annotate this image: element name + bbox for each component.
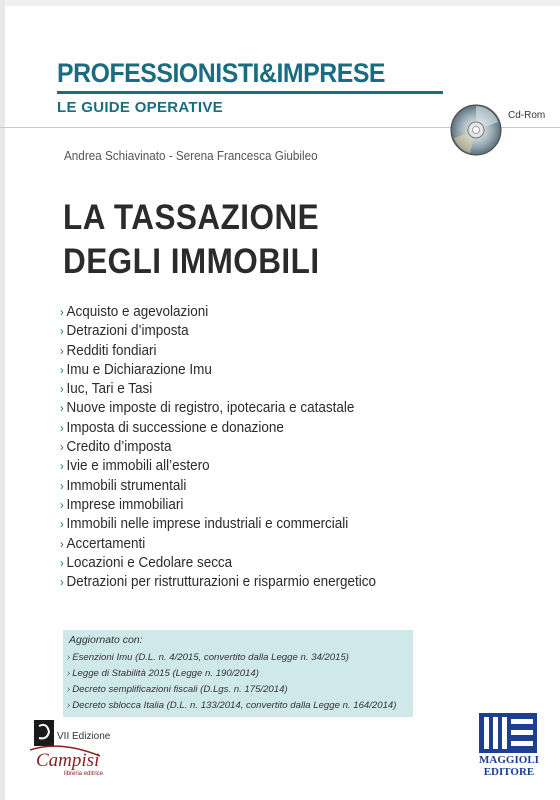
chevron-right-icon: ›	[60, 420, 64, 435]
cover-top-edge	[0, 0, 560, 6]
chevron-right-icon: ›	[67, 684, 71, 695]
chevron-right-icon: ›	[67, 668, 71, 679]
topic-label: Imu e Dichiarazione Imu	[66, 361, 212, 378]
publisher-name	[473, 754, 545, 778]
topic-label: Nuove imposte di registro, ipotecaria e catastale	[66, 400, 355, 417]
edition-label: VII Edizione	[57, 731, 111, 742]
publisher-line-1: MAGGIOLI	[479, 754, 539, 766]
topic-item	[60, 573, 376, 592]
topic-item	[60, 457, 376, 476]
update-item	[67, 666, 396, 682]
campisi-logo	[30, 716, 130, 778]
topic-item	[60, 496, 376, 515]
topic-label: Redditi fondiari	[66, 342, 157, 359]
topic-label: Immobili strumentali	[66, 477, 187, 494]
chevron-right-icon: ›	[60, 324, 64, 339]
book-title	[63, 196, 320, 284]
chevron-right-icon: ›	[60, 382, 64, 397]
cd-icon	[450, 104, 502, 156]
topic-label: Acquisto e agevolazioni	[66, 304, 209, 320]
chevron-right-icon: ›	[60, 362, 64, 377]
topic-item	[60, 477, 376, 496]
update-heading: Aggiornato con:	[69, 634, 143, 646]
chevron-right-icon: ›	[60, 478, 64, 493]
update-box	[63, 630, 413, 717]
series-title: PROFESSIONISTI&IMPRESE	[57, 58, 386, 88]
topic-item	[60, 535, 376, 554]
book-title-line-2: DEGLI IMMOBILI	[63, 242, 320, 281]
topic-label: Detrazioni per ristrutturazioni e risparmio energetico	[66, 574, 377, 591]
update-list	[67, 650, 396, 714]
topic-label: Locazioni e Cedolare secca	[66, 554, 233, 571]
publisher-line-2: EDITORE	[483, 766, 535, 778]
book-title-line-1: LA TASSAZIONE	[63, 198, 320, 237]
chevron-right-icon: ›	[67, 700, 71, 711]
series-rule	[57, 91, 443, 94]
topic-label: Iuc, Tari e Tasi	[66, 381, 153, 398]
chevron-right-icon: ›	[60, 575, 64, 590]
cd-rom-label: Cd-Rom	[508, 110, 546, 121]
chevron-right-icon: ›	[60, 555, 64, 570]
chevron-right-icon: ›	[60, 343, 64, 358]
topic-item	[60, 438, 376, 457]
chevron-right-icon: ›	[60, 459, 64, 474]
topic-label: Credito d’imposta	[66, 439, 172, 456]
topic-label: Detrazioni d’imposta	[66, 323, 189, 340]
update-label: Decreto sblocca Italia (D.L. n. 133/2014, convertito dalla Legge n. 164/2014)	[72, 700, 397, 711]
campisi-name: Campisi	[36, 750, 100, 771]
update-label: Esenzioni Imu (D.L. n. 4/2015, convertito dalla Legge n. 34/2015)	[72, 652, 349, 663]
topic-item	[60, 399, 376, 418]
authors: Andrea Schiavinato - Serena Francesca Giubileo	[64, 148, 318, 163]
topic-item	[60, 419, 376, 438]
topic-item	[60, 515, 376, 534]
topics-list	[60, 303, 400, 592]
topic-item	[60, 554, 376, 573]
topic-label: Immobili nelle imprese industriali e commerciali	[66, 516, 349, 533]
chevron-right-icon: ›	[60, 536, 64, 551]
update-label: Decreto semplificazioni fiscali (D.Lgs. n. 175/2014)	[72, 684, 288, 695]
topic-item	[60, 322, 376, 341]
campisi-tagline: libreria editrice	[64, 771, 104, 777]
topic-item	[60, 342, 376, 361]
topic-item	[60, 361, 376, 380]
chevron-right-icon: ›	[60, 305, 64, 319]
chevron-right-icon: ›	[60, 440, 64, 455]
update-item	[67, 682, 396, 698]
update-label: Legge di Stabilità 2015 (Legge n. 190/2014)	[72, 668, 259, 679]
topic-label: Imprese immobiliari	[66, 496, 184, 513]
chevron-right-icon: ›	[67, 652, 71, 663]
chevron-right-icon: ›	[60, 517, 64, 532]
series-subtitle: LE GUIDE OPERATIVE	[57, 99, 223, 116]
update-item	[67, 650, 396, 666]
topic-item	[60, 380, 376, 399]
topic-label: Accertamenti	[66, 535, 146, 552]
cover-left-edge	[0, 0, 5, 800]
topic-label: Imposta di successione e donazione	[66, 419, 284, 436]
topic-item	[60, 303, 376, 322]
topic-label: Ivie e immobili all’estero	[66, 458, 210, 475]
chevron-right-icon: ›	[60, 497, 64, 512]
chevron-right-icon: ›	[60, 401, 64, 416]
maggioli-logo-icon	[479, 713, 537, 753]
update-item	[67, 698, 396, 714]
